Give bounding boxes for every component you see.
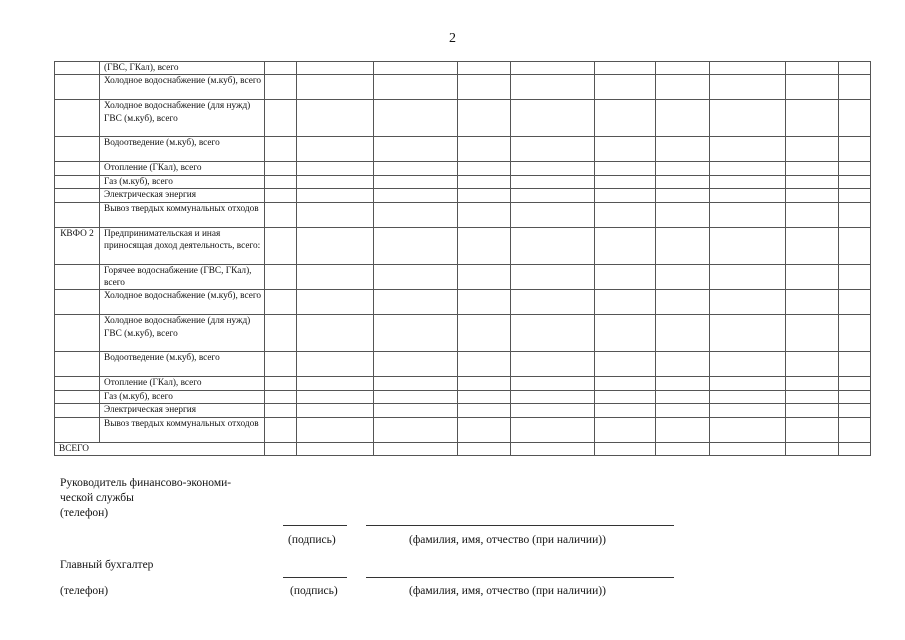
row-code-cell bbox=[55, 352, 100, 377]
value-cell bbox=[374, 264, 458, 290]
value-cell bbox=[786, 315, 839, 352]
value-cell bbox=[511, 315, 595, 352]
table-row bbox=[55, 264, 871, 290]
value-cell bbox=[710, 227, 786, 264]
row-label-cell: Газ (м.куб), всего bbox=[100, 175, 265, 188]
accountant-name-caption: (фамилия, имя, отчество (при наличии)) bbox=[409, 585, 606, 597]
table-row bbox=[55, 100, 871, 137]
value-cell bbox=[839, 390, 871, 403]
value-cell bbox=[786, 75, 839, 100]
row-code-cell bbox=[55, 315, 100, 352]
value-cell bbox=[458, 352, 511, 377]
value-cell bbox=[374, 417, 458, 442]
value-cell bbox=[656, 264, 710, 290]
value-cell bbox=[710, 202, 786, 227]
value-cell bbox=[710, 417, 786, 442]
head-signature-line bbox=[283, 525, 347, 526]
value-cell bbox=[511, 390, 595, 403]
table-row bbox=[55, 162, 871, 175]
value-cell bbox=[458, 404, 511, 417]
value-cell bbox=[265, 202, 297, 227]
table-row bbox=[55, 189, 871, 202]
row-code-cell: ВСЕГО bbox=[55, 442, 265, 455]
row-code-cell bbox=[55, 100, 100, 137]
value-cell bbox=[595, 352, 656, 377]
value-cell bbox=[297, 377, 374, 390]
row-code-cell bbox=[55, 202, 100, 227]
value-cell bbox=[786, 352, 839, 377]
value-cell bbox=[786, 377, 839, 390]
value-cell bbox=[458, 315, 511, 352]
value-cell bbox=[656, 75, 710, 100]
value-cell bbox=[595, 75, 656, 100]
table-row bbox=[55, 175, 871, 188]
value-cell bbox=[265, 137, 297, 162]
row-label-cell: Горячее водоснабжение (ГВС, ГКал), всего bbox=[100, 264, 265, 290]
row-code-cell bbox=[55, 264, 100, 290]
value-cell bbox=[839, 417, 871, 442]
value-cell bbox=[839, 100, 871, 137]
value-cell bbox=[595, 189, 656, 202]
value-cell bbox=[265, 390, 297, 403]
table-row bbox=[55, 404, 871, 417]
value-cell bbox=[710, 404, 786, 417]
value-cell bbox=[710, 264, 786, 290]
value-cell bbox=[786, 100, 839, 137]
row-code-cell bbox=[55, 290, 100, 315]
value-cell bbox=[511, 442, 595, 455]
value-cell bbox=[265, 315, 297, 352]
value-cell bbox=[511, 202, 595, 227]
value-cell bbox=[839, 75, 871, 100]
value-cell bbox=[297, 100, 374, 137]
value-cell bbox=[839, 264, 871, 290]
value-cell bbox=[595, 62, 656, 75]
value-cell bbox=[374, 404, 458, 417]
table-row bbox=[55, 377, 871, 390]
value-cell bbox=[656, 227, 710, 264]
value-cell bbox=[297, 290, 374, 315]
value-cell bbox=[786, 390, 839, 403]
value-cell bbox=[458, 417, 511, 442]
value-cell bbox=[710, 390, 786, 403]
value-cell bbox=[297, 162, 374, 175]
table-row bbox=[55, 442, 871, 455]
value-cell bbox=[458, 264, 511, 290]
value-cell bbox=[265, 189, 297, 202]
value-cell bbox=[656, 404, 710, 417]
value-cell bbox=[297, 417, 374, 442]
head-title-line1: Руководитель финансово-экономи- bbox=[60, 477, 232, 489]
value-cell bbox=[656, 189, 710, 202]
row-label-cell: Электрическая энергия bbox=[100, 189, 265, 202]
value-cell bbox=[374, 162, 458, 175]
accountant-title: Главный бухгалтер bbox=[60, 559, 154, 571]
value-cell bbox=[511, 264, 595, 290]
value-cell bbox=[595, 137, 656, 162]
value-cell bbox=[297, 352, 374, 377]
value-cell bbox=[374, 227, 458, 264]
value-cell bbox=[511, 75, 595, 100]
value-cell bbox=[786, 442, 839, 455]
value-cell bbox=[786, 189, 839, 202]
value-cell bbox=[265, 100, 297, 137]
table-row bbox=[55, 75, 871, 100]
row-code-cell: КВФО 2 bbox=[55, 227, 100, 264]
value-cell bbox=[511, 189, 595, 202]
table-row bbox=[55, 137, 871, 162]
value-cell bbox=[511, 162, 595, 175]
value-cell bbox=[595, 315, 656, 352]
value-cell bbox=[839, 227, 871, 264]
row-code-cell bbox=[55, 162, 100, 175]
table-row bbox=[55, 227, 871, 264]
row-code-cell bbox=[55, 404, 100, 417]
value-cell bbox=[511, 137, 595, 162]
row-label-cell: (ГВС, ГКал), всего bbox=[100, 62, 265, 75]
value-cell bbox=[511, 417, 595, 442]
value-cell bbox=[297, 175, 374, 188]
value-cell bbox=[458, 62, 511, 75]
value-cell bbox=[297, 315, 374, 352]
table-row bbox=[55, 390, 871, 403]
value-cell bbox=[511, 404, 595, 417]
value-cell bbox=[595, 162, 656, 175]
value-cell bbox=[595, 202, 656, 227]
row-code-cell bbox=[55, 377, 100, 390]
value-cell bbox=[458, 202, 511, 227]
value-cell bbox=[458, 189, 511, 202]
value-cell bbox=[374, 315, 458, 352]
value-cell bbox=[511, 100, 595, 137]
row-code-cell bbox=[55, 390, 100, 403]
value-cell bbox=[458, 377, 511, 390]
value-cell bbox=[374, 390, 458, 403]
value-cell bbox=[297, 189, 374, 202]
value-cell bbox=[786, 264, 839, 290]
value-cell bbox=[839, 352, 871, 377]
value-cell bbox=[374, 442, 458, 455]
value-cell bbox=[595, 100, 656, 137]
value-cell bbox=[511, 62, 595, 75]
row-code-cell bbox=[55, 189, 100, 202]
value-cell bbox=[656, 290, 710, 315]
head-phone-label: (телефон) bbox=[60, 507, 109, 519]
value-cell bbox=[710, 377, 786, 390]
value-cell bbox=[839, 162, 871, 175]
value-cell bbox=[710, 175, 786, 188]
row-label-cell: Водоотведение (м.куб), всего bbox=[100, 352, 265, 377]
value-cell bbox=[710, 442, 786, 455]
row-label-cell: Газ (м.куб), всего bbox=[100, 390, 265, 403]
value-cell bbox=[786, 202, 839, 227]
value-cell bbox=[297, 202, 374, 227]
value-cell bbox=[595, 290, 656, 315]
value-cell bbox=[786, 417, 839, 442]
value-cell bbox=[710, 75, 786, 100]
value-cell bbox=[297, 264, 374, 290]
value-cell bbox=[374, 202, 458, 227]
value-cell bbox=[710, 290, 786, 315]
accountant-name-line bbox=[366, 577, 674, 578]
value-cell bbox=[374, 100, 458, 137]
value-cell bbox=[458, 442, 511, 455]
value-cell bbox=[458, 227, 511, 264]
head-name-line bbox=[366, 525, 674, 526]
value-cell bbox=[839, 315, 871, 352]
value-cell bbox=[595, 377, 656, 390]
value-cell bbox=[265, 404, 297, 417]
value-cell bbox=[656, 62, 710, 75]
table-row bbox=[55, 417, 871, 442]
value-cell bbox=[710, 352, 786, 377]
value-cell bbox=[374, 137, 458, 162]
row-label-cell: Вывоз твердых коммунальных отходов bbox=[100, 202, 265, 227]
value-cell bbox=[458, 137, 511, 162]
value-cell bbox=[839, 189, 871, 202]
value-cell bbox=[786, 404, 839, 417]
row-label-cell: Электрическая энергия bbox=[100, 404, 265, 417]
table-row bbox=[55, 352, 871, 377]
accountant-signature-line bbox=[283, 577, 347, 578]
value-cell bbox=[297, 227, 374, 264]
value-cell bbox=[656, 137, 710, 162]
value-cell bbox=[458, 390, 511, 403]
table-body bbox=[55, 62, 871, 456]
value-cell bbox=[786, 227, 839, 264]
value-cell bbox=[374, 189, 458, 202]
value-cell bbox=[374, 75, 458, 100]
row-label-cell: Отопление (ГКал), всего bbox=[100, 162, 265, 175]
value-cell bbox=[511, 352, 595, 377]
value-cell bbox=[595, 417, 656, 442]
value-cell bbox=[265, 417, 297, 442]
value-cell bbox=[511, 377, 595, 390]
value-cell bbox=[458, 100, 511, 137]
value-cell bbox=[710, 315, 786, 352]
value-cell bbox=[374, 62, 458, 75]
row-label-cell: Вывоз твердых коммунальных отходов bbox=[100, 417, 265, 442]
value-cell bbox=[656, 175, 710, 188]
value-cell bbox=[595, 390, 656, 403]
value-cell bbox=[786, 290, 839, 315]
value-cell bbox=[297, 137, 374, 162]
value-cell bbox=[839, 404, 871, 417]
value-cell bbox=[265, 442, 297, 455]
row-label-cell: Предпринимательская и иная приносящая доход деятельность, всего: bbox=[100, 227, 265, 264]
value-cell bbox=[374, 175, 458, 188]
value-cell bbox=[265, 175, 297, 188]
value-cell bbox=[656, 202, 710, 227]
utilities-table bbox=[54, 61, 871, 456]
table-row bbox=[55, 315, 871, 352]
head-signature-caption: (подпись) bbox=[288, 534, 336, 546]
value-cell bbox=[656, 352, 710, 377]
value-cell bbox=[297, 442, 374, 455]
head-name-caption: (фамилия, имя, отчество (при наличии)) bbox=[409, 534, 606, 546]
row-label-cell: Водоотведение (м.куб), всего bbox=[100, 137, 265, 162]
value-cell bbox=[656, 390, 710, 403]
value-cell bbox=[595, 264, 656, 290]
value-cell bbox=[656, 417, 710, 442]
value-cell bbox=[839, 137, 871, 162]
value-cell bbox=[595, 175, 656, 188]
page-number: 2 bbox=[449, 31, 456, 46]
value-cell bbox=[786, 137, 839, 162]
value-cell bbox=[786, 162, 839, 175]
row-code-cell bbox=[55, 137, 100, 162]
row-code-cell bbox=[55, 175, 100, 188]
value-cell bbox=[839, 442, 871, 455]
value-cell bbox=[710, 62, 786, 75]
row-label-cell: Холодное водоснабжение (для нужд) ГВС (м.куб), всего bbox=[100, 100, 265, 137]
value-cell bbox=[265, 75, 297, 100]
value-cell bbox=[710, 137, 786, 162]
value-cell bbox=[511, 175, 595, 188]
row-label-cell: Холодное водоснабжение (для нужд) ГВС (м.куб), всего bbox=[100, 315, 265, 352]
accountant-signature-caption: (подпись) bbox=[290, 585, 338, 597]
value-cell bbox=[297, 404, 374, 417]
value-cell bbox=[710, 189, 786, 202]
row-code-cell bbox=[55, 62, 100, 75]
value-cell bbox=[265, 377, 297, 390]
value-cell bbox=[710, 100, 786, 137]
value-cell bbox=[511, 290, 595, 315]
value-cell bbox=[297, 62, 374, 75]
value-cell bbox=[786, 175, 839, 188]
value-cell bbox=[374, 290, 458, 315]
table-row bbox=[55, 290, 871, 315]
value-cell bbox=[265, 352, 297, 377]
value-cell bbox=[839, 377, 871, 390]
table-row bbox=[55, 62, 871, 75]
value-cell bbox=[656, 377, 710, 390]
value-cell bbox=[786, 62, 839, 75]
value-cell bbox=[458, 162, 511, 175]
value-cell bbox=[656, 162, 710, 175]
row-label-cell: Отопление (ГКал), всего bbox=[100, 377, 265, 390]
head-title-line2: ческой службы bbox=[60, 492, 134, 504]
value-cell bbox=[265, 62, 297, 75]
value-cell bbox=[374, 352, 458, 377]
value-cell bbox=[458, 175, 511, 188]
value-cell bbox=[839, 175, 871, 188]
accountant-phone-label: (телефон) bbox=[60, 585, 109, 597]
value-cell bbox=[595, 442, 656, 455]
value-cell bbox=[839, 290, 871, 315]
value-cell bbox=[265, 264, 297, 290]
value-cell bbox=[656, 315, 710, 352]
value-cell bbox=[511, 227, 595, 264]
row-code-cell bbox=[55, 75, 100, 100]
value-cell bbox=[458, 75, 511, 100]
value-cell bbox=[458, 290, 511, 315]
value-cell bbox=[656, 100, 710, 137]
value-cell bbox=[265, 162, 297, 175]
table-row bbox=[55, 202, 871, 227]
row-label-cell: Холодное водоснабжение (м.куб), всего bbox=[100, 75, 265, 100]
value-cell bbox=[297, 75, 374, 100]
value-cell bbox=[374, 377, 458, 390]
value-cell bbox=[297, 390, 374, 403]
value-cell bbox=[595, 227, 656, 264]
value-cell bbox=[839, 62, 871, 75]
value-cell bbox=[265, 227, 297, 264]
value-cell bbox=[710, 162, 786, 175]
row-label-cell: Холодное водоснабжение (м.куб), всего bbox=[100, 290, 265, 315]
value-cell bbox=[839, 202, 871, 227]
row-code-cell bbox=[55, 417, 100, 442]
value-cell bbox=[595, 404, 656, 417]
value-cell bbox=[265, 290, 297, 315]
value-cell bbox=[656, 442, 710, 455]
